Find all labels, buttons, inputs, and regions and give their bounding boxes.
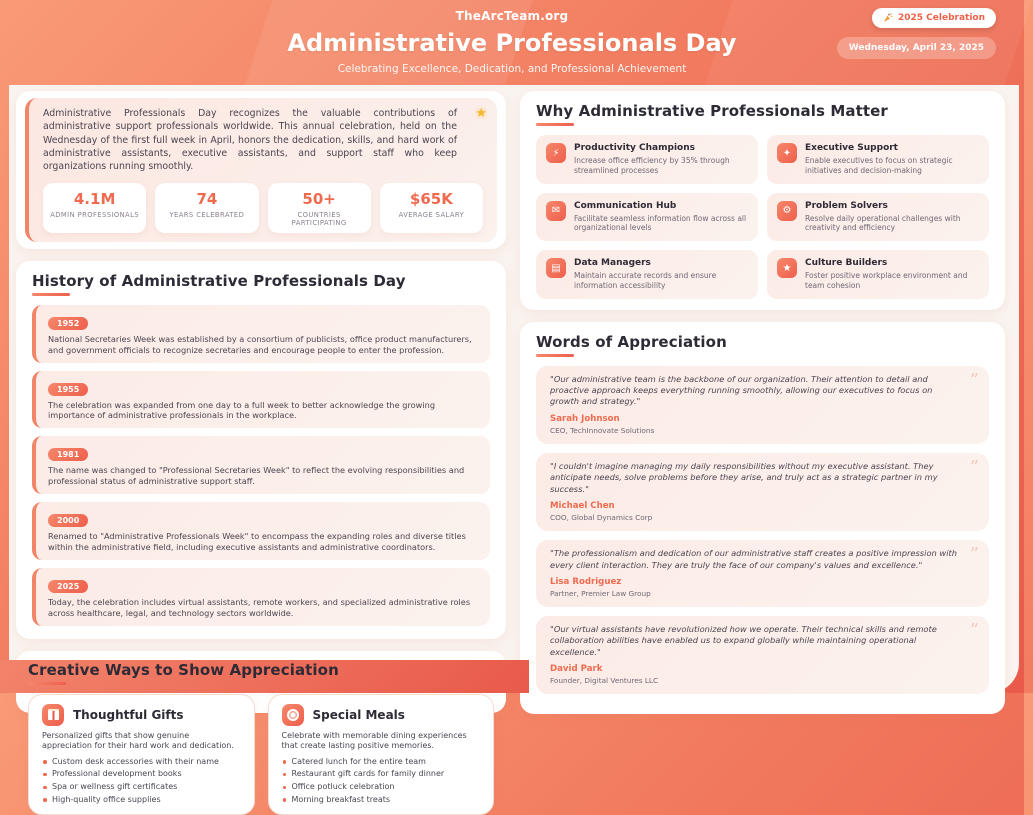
stat-value: 4.1M: [73, 189, 116, 208]
why-item-culture-builders: [767, 250, 989, 299]
timeline-text: Renamed to "Administrative Professionals Week" to encompass the expanding roles and diverse titles within the administrative field, including executive assistants and administrative coordinators.: [48, 531, 466, 553]
year-badge: 1955: [48, 383, 88, 396]
stats-row: [43, 183, 483, 233]
page-subtitle: Celebrating Excellence, Dedication, and Professional Achievement: [337, 63, 687, 75]
quote-mark-icon: ”: [969, 544, 979, 566]
why-item-title: Culture Builders: [805, 258, 888, 268]
heading-underline: [32, 293, 70, 296]
gift-icon: [42, 704, 64, 726]
stat-value: 50+: [302, 189, 336, 208]
card-description: Celebrate with memorable dining experiences that create lasting positive memories.: [281, 730, 467, 751]
lightning-icon: ⚡: [546, 143, 566, 163]
words-heading: Words of Appreciation: [536, 332, 727, 351]
date-badge: Wednesday, April 23, 2025: [837, 37, 996, 59]
list-item: Spa or wellness gift certificates: [42, 782, 241, 792]
why-item-text: Maintain accurate records and ensure information accessibility: [574, 271, 717, 290]
why-item-title: Problem Solvers: [805, 200, 888, 211]
stat-label: YEARS CELEBRATED: [169, 210, 245, 219]
year-badge: 1952: [48, 317, 88, 330]
quote-author: Michael Chen: [550, 501, 615, 512]
why-item-title: Data Managers: [574, 258, 651, 268]
intro-panel: [25, 98, 497, 242]
intro-text: Administrative Professionals Day recognizes the valuable contributions of administrative support professionals worldwide. This annual celebration, held on the Wednesday of the first full week in April, honors the dedication, skills, and hard work of administrative assistants, executive assistants, and support staff who keep organizations running smoothly.: [43, 108, 457, 173]
timeline-item-1955: [32, 371, 490, 429]
stat-label: COUNTRIES PARTICIPATING: [291, 210, 347, 227]
special-meals-card: [268, 694, 495, 815]
why-item-executive-support: [767, 135, 989, 184]
quote-author: Sarah Johnson: [550, 413, 620, 424]
history-section: [16, 261, 506, 639]
quote-text: "The professionalism and dedication of our administrative staff creates a positive impression with every client interaction. They are truly the face of our company's values and excellence.": [550, 548, 958, 570]
why-item-text: Resolve daily operational challenges with creativity and efficiency: [805, 213, 961, 233]
timeline-item-1981: [32, 436, 490, 494]
card-title: Special Meals: [312, 707, 405, 722]
meals-icon: [282, 704, 304, 726]
timeline-text: National Secretaries Week was established by a consortium of publicists, office product manufacturers, and government officials to recognize secretaries and encourage people to enter the profession.: [48, 333, 472, 355]
stat-admin-professionals: [43, 183, 146, 233]
bar-chart-icon: ▤: [546, 258, 566, 278]
list-item: Office potluck celebration: [282, 782, 481, 792]
quote-mark-icon: ”: [969, 369, 979, 391]
list-item: Custom desk accessories with their name: [42, 757, 241, 767]
quote-author: Lisa Rodriguez: [550, 577, 622, 587]
right-column: [520, 91, 1005, 693]
why-item-text: Increase office efficiency by 35% through streamlined processes: [574, 156, 730, 175]
why-matter-heading: Why Administrative Professionals Matter: [536, 102, 888, 120]
why-item-data-managers: [536, 250, 758, 299]
card-description: Personalized gifts that show genuine appreciation for their hard work and dedication.: [42, 730, 234, 751]
celebration-badge: [872, 8, 996, 28]
why-item-text: Enable executives to focus on strategic initiatives and decision-making: [805, 156, 953, 175]
list-item: Restaurant gift cards for family dinner: [282, 769, 481, 779]
quote-card-lisa-rodriguez: [536, 540, 989, 607]
envelope-icon: ✉: [546, 201, 566, 221]
quote-text: "I couldn't imagine managing my daily responsibilities without my executive assistant. They anticipate needs, solve problems before they arise, and truly act as a strategic partner in my success.": [550, 460, 938, 494]
gift-ideas-list: [42, 757, 241, 805]
timeline-item-2000: [32, 502, 490, 560]
quote-mark-icon: ”: [969, 620, 979, 641]
why-matter-grid: [536, 135, 989, 299]
year-badge: 2025: [48, 580, 88, 593]
stat-average-salary: [380, 183, 483, 233]
why-item-title: Communication Hub: [574, 200, 677, 211]
stat-years-celebrated: [155, 183, 258, 233]
timeline-item-2025: [32, 568, 490, 626]
thoughtful-gifts-card: [28, 694, 255, 815]
heading-underline: [536, 123, 574, 126]
appreciation-section: [16, 651, 506, 804]
why-matter-section: [520, 91, 1005, 310]
why-item-text: Foster positive workplace environment and team cohesion: [805, 271, 968, 290]
card-title: Thoughtful Gifts: [73, 707, 184, 722]
quote-author-role: CEO, TechInnovate Solutions: [550, 425, 655, 435]
year-badge: 1981: [48, 448, 88, 461]
stat-value: $65K: [409, 189, 453, 208]
content-area: [9, 85, 1019, 804]
heading-underline: [536, 354, 574, 357]
meal-ideas-list: [282, 757, 481, 805]
stat-label: ADMIN PROFESSIONALS: [50, 210, 140, 219]
quote-text: "Our virtual assistants have revolutionized how we operate. Their technical skills and remote collaboration abilities have enabled us to expand globally while maintaining operational excellence.": [550, 624, 937, 657]
timeline-text: The name was changed to "Professional Secretaries Week" to reflect the evolving responsibilities and professional status of administrative support staff.: [48, 465, 465, 487]
party-popper-icon: [883, 13, 893, 23]
why-item-title: Executive Support: [805, 143, 898, 153]
page-title: Administrative Professionals Day: [287, 29, 737, 57]
history-heading: History of Administrative Professionals Day: [32, 271, 406, 290]
timeline-text: The celebration was expanded from one day to a full week to better acknowledge the growing importance of administrative professionals in the workplace.: [48, 399, 436, 421]
quote-author: David Park: [550, 664, 603, 675]
stat-label: AVERAGE SALARY: [398, 210, 465, 219]
why-item-productivity: [536, 135, 758, 184]
star-icon: ★: [777, 258, 797, 278]
quote-author-role: Founder, Digital Ventures LLC: [550, 676, 659, 686]
quote-mark-icon: ”: [969, 456, 979, 478]
quote-author-role: Partner, Premier Law Group: [550, 589, 651, 598]
celebration-badge-label: 2025 Celebration: [897, 13, 985, 23]
briefcase-icon: ✦: [777, 143, 797, 163]
quote-card-michael-chen: [536, 453, 989, 531]
glowing-star-icon: ★: [475, 106, 487, 121]
quote-author-role: COO, Global Dynamics Corp: [550, 513, 653, 523]
list-item: Catered lunch for the entire team: [282, 757, 481, 767]
why-item-title: Productivity Champions: [574, 143, 695, 153]
stat-value: 74: [196, 189, 218, 208]
why-item-communication: [536, 193, 758, 242]
words-of-appreciation-section: [520, 322, 1005, 715]
left-column: [16, 91, 506, 804]
quote-card-david-park: [536, 616, 989, 694]
quote-card-sarah-johnson: [536, 366, 989, 444]
why-item-problem-solvers: [767, 193, 989, 242]
timeline-text: Today, the celebration includes virtual assistants, remote workers, and specialized administrative roles across healthcare, legal, and technology sectors worldwide.: [48, 596, 471, 618]
site-name: TheArcTeam.org: [455, 9, 569, 23]
intro-section: [16, 91, 506, 249]
appreciation-cards-row: [28, 694, 494, 815]
page-header: [0, 0, 1024, 85]
heading-underline: [28, 682, 66, 685]
why-item-text: Facilitate seamless information flow across all organizational levels: [574, 213, 747, 233]
list-item: Morning breakfast treats: [282, 795, 481, 805]
stat-countries: [268, 183, 371, 233]
year-badge: 2000: [48, 514, 88, 527]
quote-text: "Our administrative team is the backbone of our organization. Their attention to detail and proactive approach keeps everything running smoothly, allowing our executives to focus on growth and strategy.": [550, 373, 933, 407]
list-item: Professional development books: [42, 769, 241, 779]
gear-icon: ⚙: [777, 201, 797, 221]
list-item: High-quality office supplies: [42, 795, 241, 805]
appreciation-heading: Creative Ways to Show Appreciation: [28, 660, 339, 679]
timeline-item-1952: [32, 305, 490, 363]
